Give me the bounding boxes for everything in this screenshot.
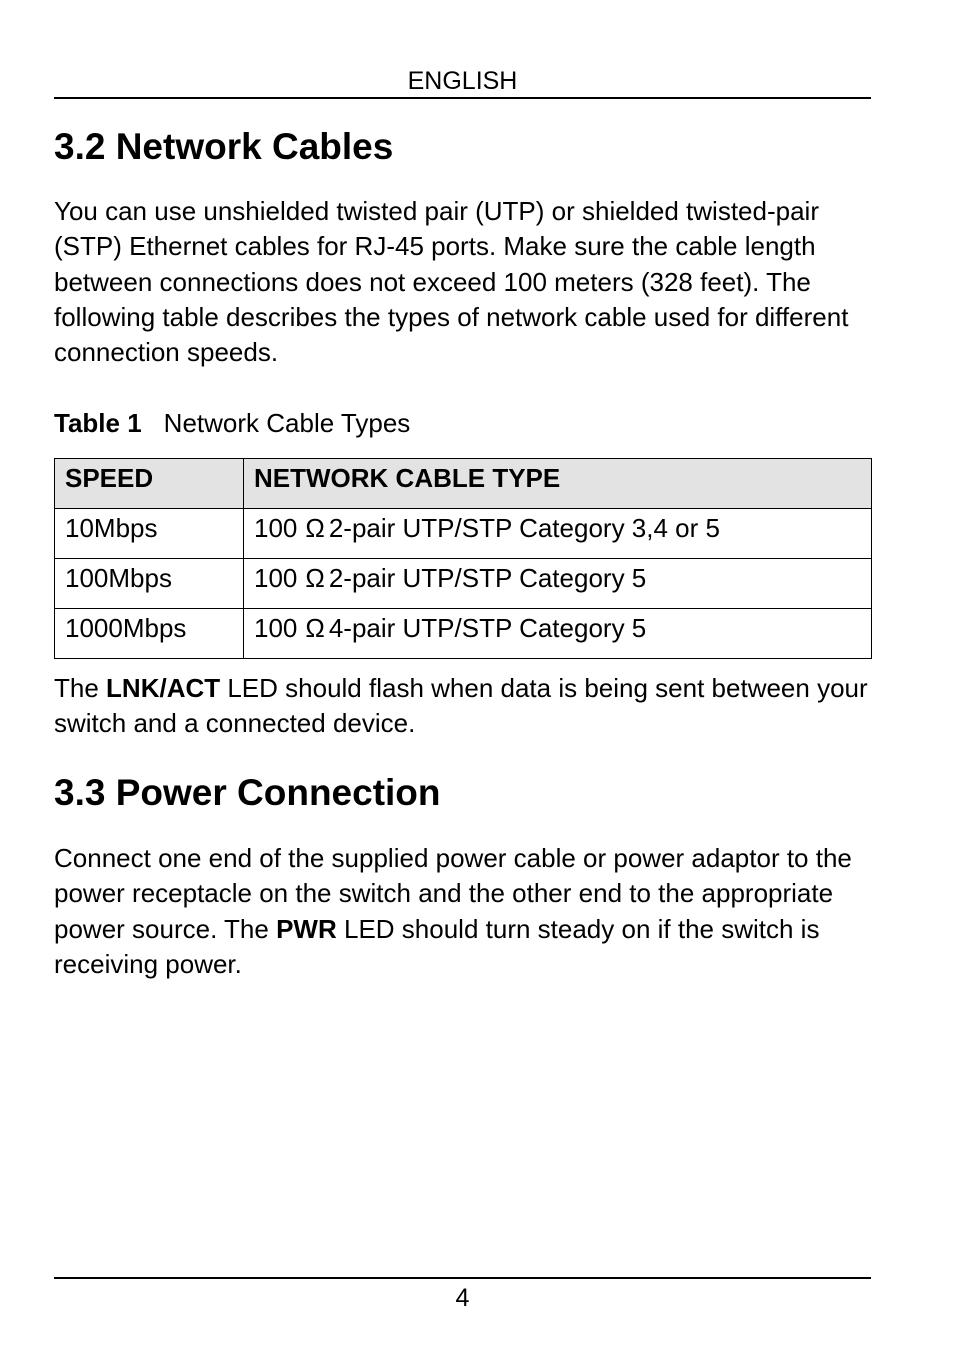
power-connection-text [54, 841, 884, 982]
header-rule [54, 97, 871, 99]
lnk-act-note [54, 671, 884, 742]
cell-cable-type [244, 509, 872, 559]
section-title-power-connection: 3.3 Power Connection [54, 772, 441, 813]
cell-cable-type [244, 559, 872, 609]
table-caption-number: Table 1 [54, 408, 142, 438]
table-row [55, 559, 872, 609]
cell-speed: 10Mbps [55, 509, 244, 559]
lnk-act-after: LED should flash when data is being sent between your switch and a connected device. [54, 673, 868, 739]
cell-impedance: 100 [254, 563, 298, 593]
footer-rule [54, 1277, 871, 1279]
table-row [55, 509, 872, 559]
ohm-symbol: Ω [305, 563, 325, 593]
lnk-act-before: The [54, 673, 107, 703]
table-row [55, 609, 872, 659]
cell-type-text: 2-pair UTP/STP Category 3,4 or 5 [328, 513, 720, 543]
ohm-symbol: Ω [305, 613, 325, 643]
cell-type-text: 4-pair UTP/STP Category 5 [328, 613, 647, 643]
pwr-led-label: PWR [276, 913, 337, 944]
table-caption-title: Network Cable Types [163, 408, 411, 438]
header-speed: SPEED [55, 459, 244, 509]
network-cables-intro: You can use unshielded twisted pair (UTP) or shielded twisted-pair (STP) Ethernet cables for RJ-45 ports. Make sure the cable length between connections does not exceed 100 meters (328 feet). The following table describes the types of network cable used for different connection speeds. [54, 196, 849, 368]
lnk-act-led-label: LNK/ACT [106, 673, 221, 703]
header-language: ENGLISH [407, 67, 518, 95]
cell-cable-type [244, 609, 872, 659]
table-header-row [55, 459, 872, 509]
table-caption [54, 406, 410, 440]
power-after: LED should turn steady on if the switch is receiving power. [54, 913, 820, 979]
section-title-network-cables: 3.2 Network Cables [54, 126, 394, 167]
cell-type-text: 2-pair UTP/STP Category 5 [328, 563, 647, 593]
network-cable-table [54, 458, 872, 659]
cell-speed: 100Mbps [55, 559, 244, 609]
power-before: Connect one end of the supplied power cable or power adaptor to the power receptacle on the switch and the other end to the appropriate power source. The [54, 843, 852, 944]
page-number: 4 [455, 1284, 470, 1312]
cell-speed: 1000Mbps [55, 609, 244, 659]
cell-impedance: 100 [254, 513, 298, 543]
header-cable-type: NETWORK CABLE TYPE [244, 459, 872, 509]
cell-impedance: 100 [254, 613, 298, 643]
ohm-symbol: Ω [305, 513, 325, 543]
